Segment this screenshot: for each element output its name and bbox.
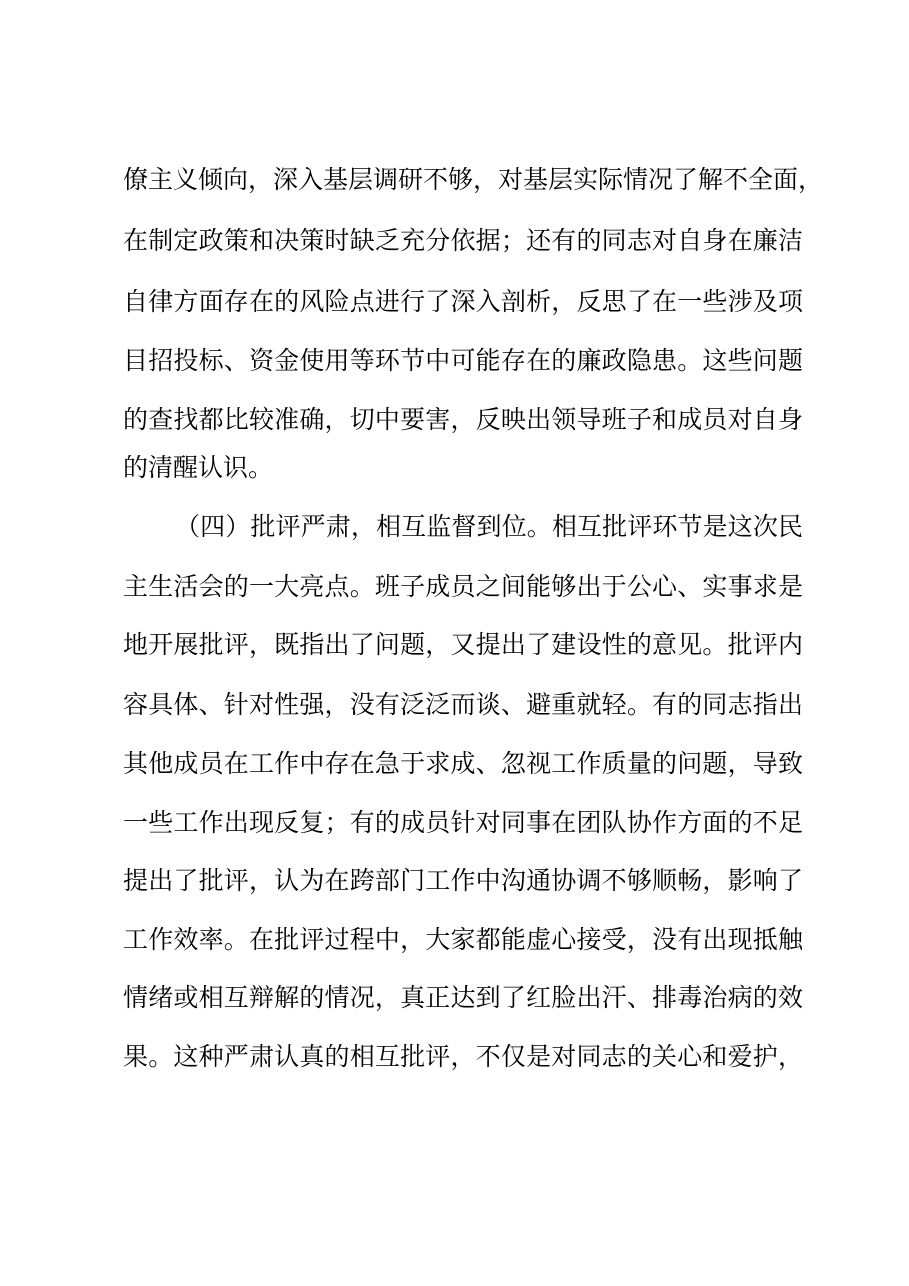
text-line: 在制定政策和决策时缺乏充分依据；还有的同志对自身在廉洁 [123, 226, 803, 255]
text-line: 提出了批评，认为在跨部门工作中沟通协调不够顺畅，影响了 [123, 866, 803, 895]
text-line: 自律方面存在的风险点进行了深入剖析，反思了在一些涉及项 [123, 287, 803, 316]
text-line: 的清醒认识。 [123, 453, 274, 482]
section-heading-line: （四）批评严肃，相互监督到位。相互批评环节是这次民 [175, 512, 803, 541]
text-line: 一些工作出现反复；有的成员针对同事在团队协作方面的不足 [123, 808, 803, 837]
text-line: 工作效率。在批评过程中，大家都能虚心接受，没有出现抵触 [123, 925, 803, 954]
text-line: 僚主义倾向，深入基层调研不够，对基层实际情况了解不全面， [123, 165, 824, 194]
text-line: 地开展批评，既指出了问题，又提出了建设性的意见。批评内 [123, 630, 803, 659]
text-line: 容具体、针对性强，没有泛泛而谈、避重就轻。有的同志指出 [123, 690, 803, 719]
text-line: 情绪或相互辩解的情况，真正达到了红脸出汗、排毒治病的效 [123, 983, 803, 1012]
text-line: 其他成员在工作中存在急于求成、忽视工作质量的问题，导致 [123, 749, 803, 778]
text-line: 主生活会的一大亮点。班子成员之间能够出于公心、实事求是 [123, 572, 803, 601]
text-line: 果。这种严肃认真的相互批评，不仅是对同志的关心和爱护， [123, 1042, 803, 1071]
text-line: 目招投标、资金使用等环节中可能存在的廉政隐患。这些问题 [123, 346, 803, 375]
text-line: 的查找都比较准确，切中要害，反映出领导班子和成员对自身 [123, 405, 803, 434]
